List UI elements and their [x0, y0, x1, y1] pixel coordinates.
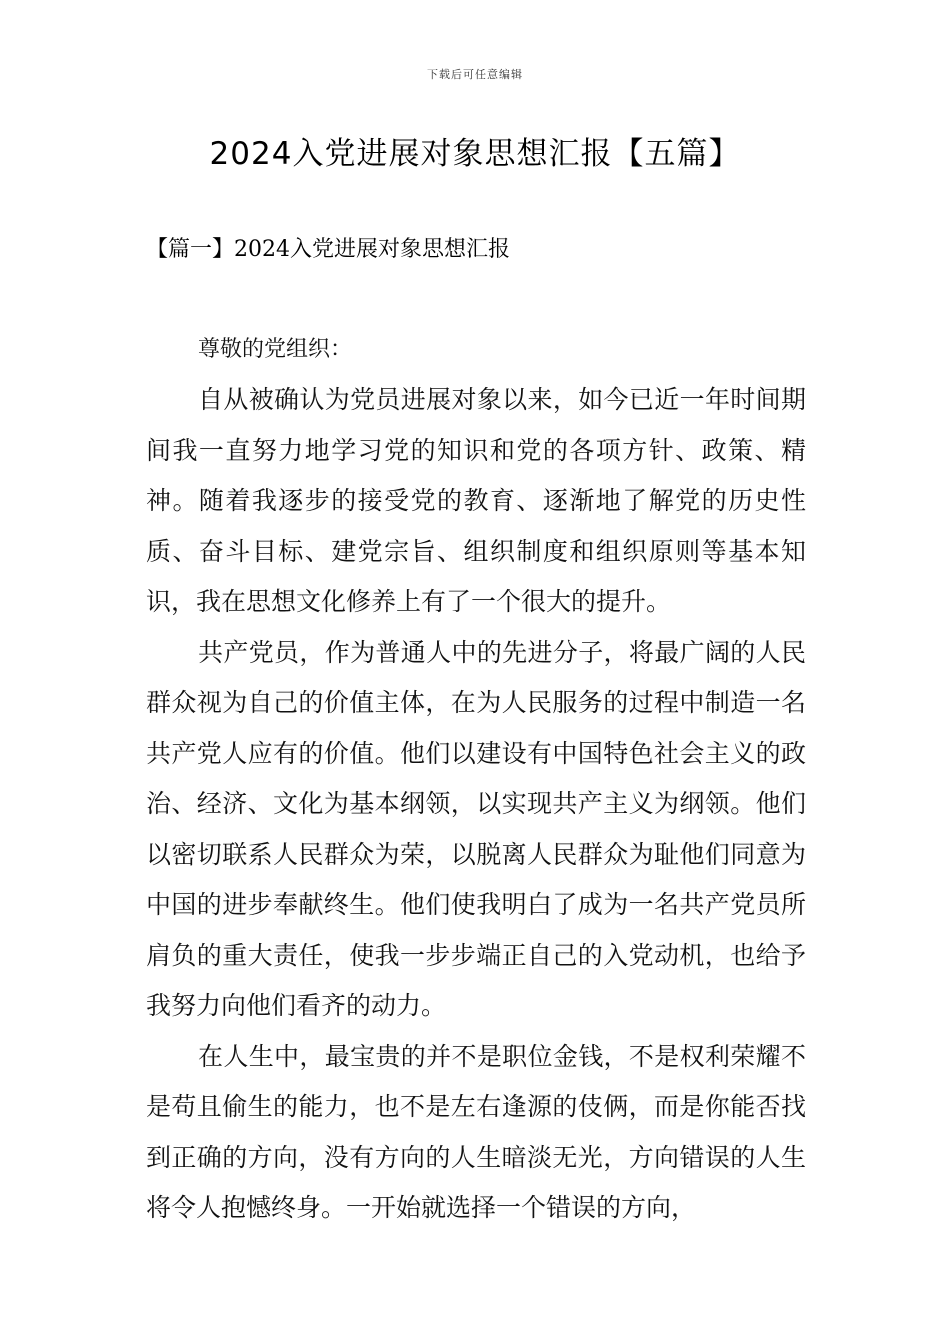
greeting: 尊敬的党组织： [198, 337, 353, 362]
header-note: 下载后可任意编辑 [427, 68, 523, 81]
paragraph-3: 在人生中，最宝贵的并不是职位金钱，不是权利荣耀不是苟且偷生的能力，也不是左右逢源的伎俩，而是你能否找到正确的方向，没有方向的人生暗淡无光，方向错误的人生将令人抱憾终身。一开始就选择一个错误的方向， [146, 1041, 806, 1222]
document-title: 2024入党进展对象思想汇报【五篇】 [209, 136, 741, 172]
paragraph-1: 自从被确认为党员进展对象以来，如今已近一年时间期间我一直努力地学习党的知识和党的各项方针、政策、精神。随着我逐步的接受党的教育、逐渐地了解党的历史性质、奋斗目标、建党宗旨、组织制度和组织原则等基本知识，我在思想文化修养上有了一个很大的提升。 [146, 385, 806, 616]
document-body [146, 325, 806, 1234]
section-heading: 【篇一】2024入党进展对象思想汇报 [146, 237, 510, 262]
paragraph-2: 共产党员，作为普通人中的先进分子，将最广阔的人民群众视为自己的价值主体，在为人民服务的过程中制造一名共产党人应有的价值。他们以建设有中国特色社会主义的政治、经济、文化为基本纲领，以实现共产主义为纲领。他们以密切联系人民群众为荣，以脱离人民群众为耻他们同意为中国的进步奉献终生。他们使我明白了成为一名共产党员所肩负的重大责任，使我一步步端正自己的入党动机，也给予我努力向他们看齐的动力。 [146, 637, 806, 1020]
